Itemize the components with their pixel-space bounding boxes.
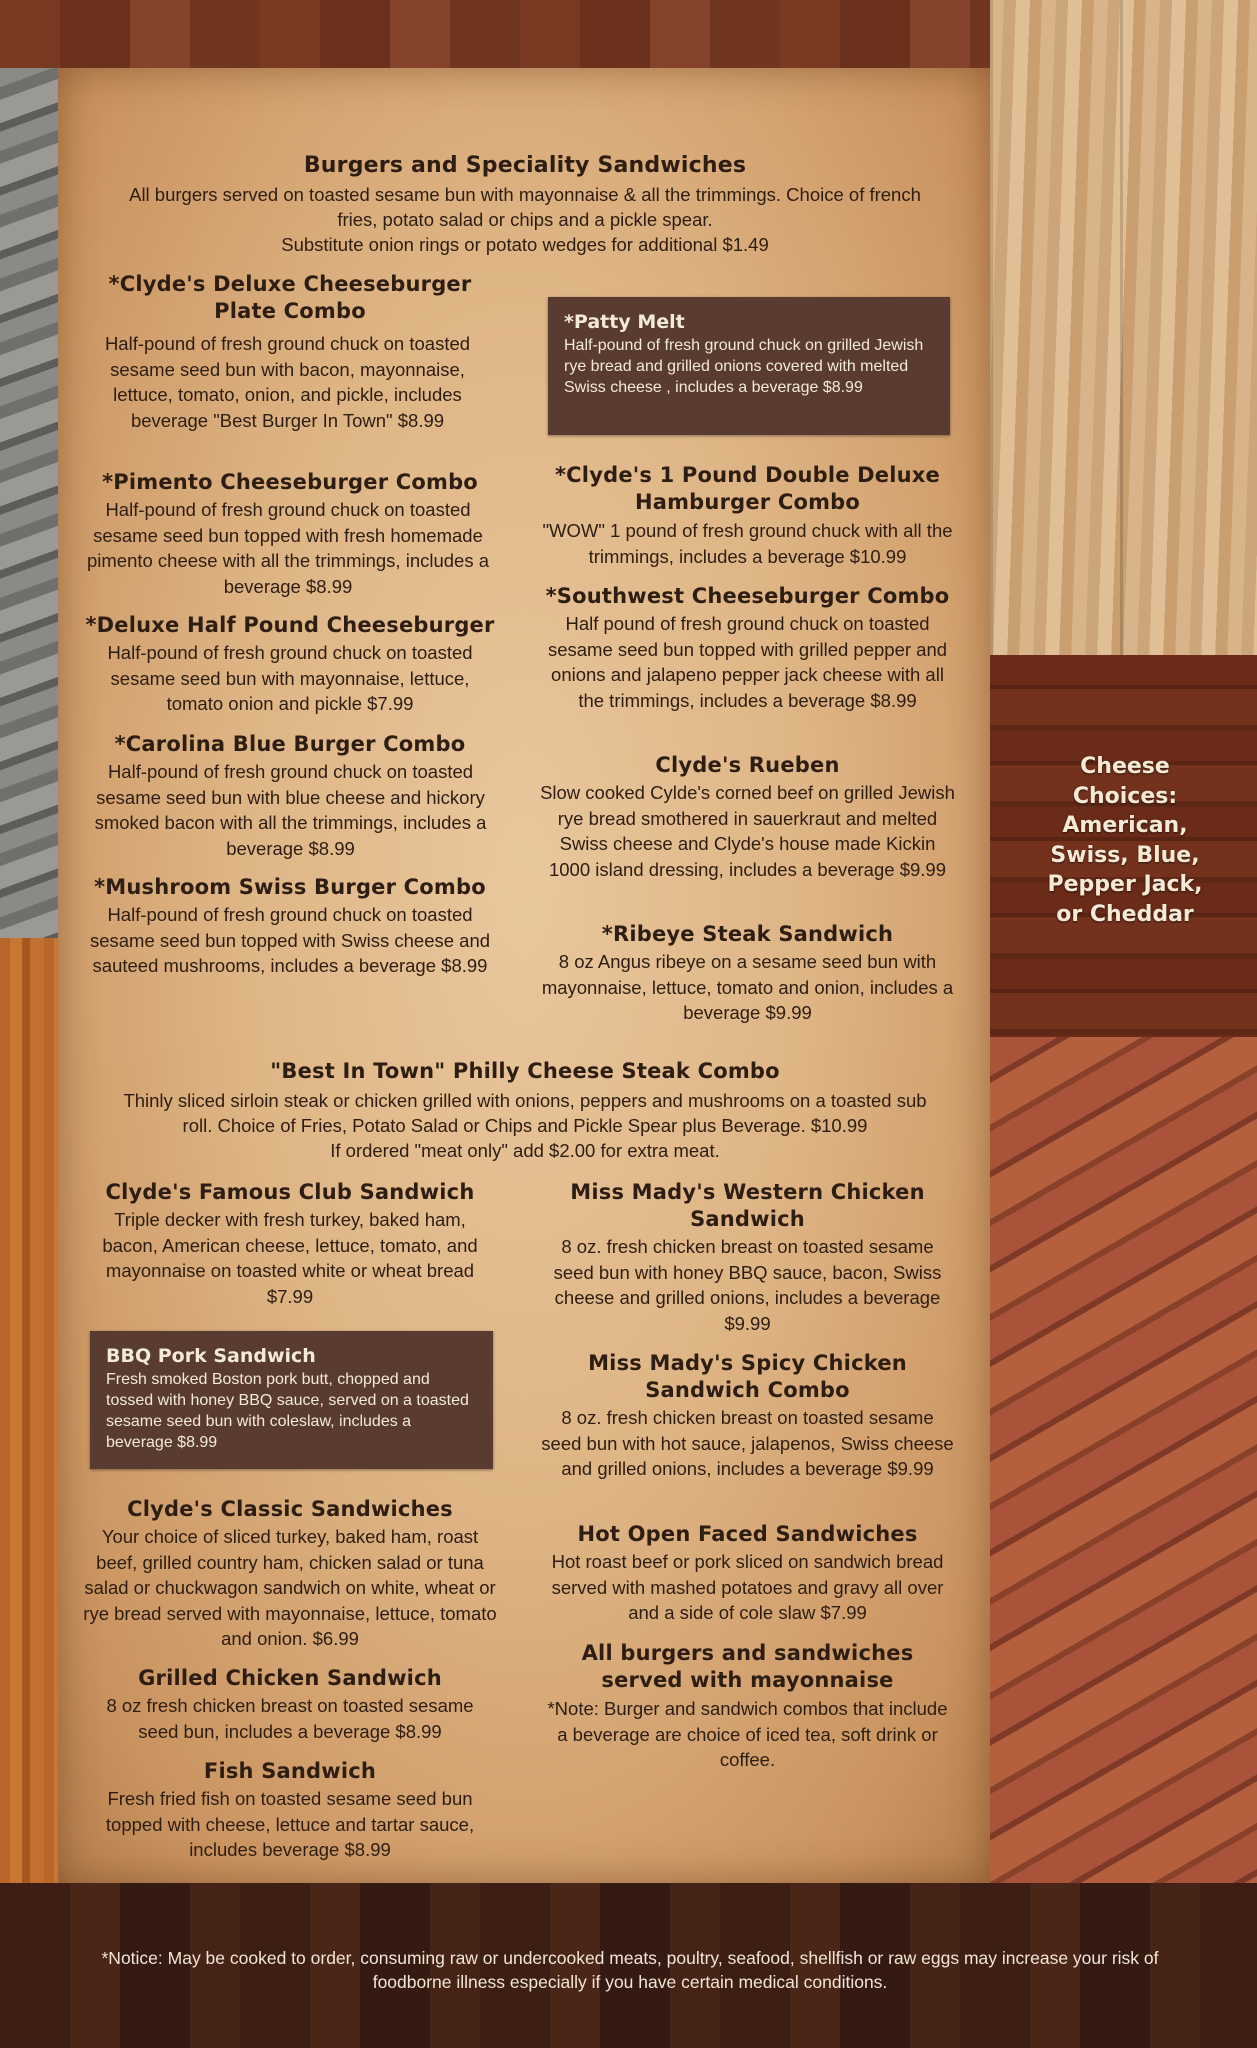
patty-melt-box xyxy=(548,297,950,435)
menu-item-name: *Clyde's 1 Pound Double Deluxe Hamburger Combo xyxy=(555,463,940,514)
menu-item-desc: Hot roast beef or pork sliced on sandwich bread served with mashed potatoes and gravy all over and a side of cole slaw $7.99 xyxy=(551,1551,944,1623)
menu-item-name: Miss Mady's Western Chicken Sandwich xyxy=(570,1180,925,1231)
wood-panel-right-diagonal xyxy=(990,1037,1257,1883)
menu-item-desc: Thinly sliced sirloin steak or chicken grilled with onions, peppers and mushrooms on a toasted sub xyxy=(123,1090,927,1111)
wood-panel-right-light xyxy=(990,0,1257,655)
menu-item-desc: 8 oz Angus ribeye on a sesame seed bun with mayonnaise, lettuce, tomato and onion, includes a beverage $9.99 xyxy=(541,951,954,1023)
menu-item-name: *Clyde's Deluxe Cheeseburger Plate Combo xyxy=(108,272,472,323)
health-notice xyxy=(60,1946,1200,1994)
menu-item-name: Grilled Chicken Sandwich xyxy=(138,1666,442,1690)
cheese-line: Pepper Jack, xyxy=(1047,872,1203,897)
menu-item-name: "Best In Town" Philly Cheese Steak Combo xyxy=(270,1059,780,1083)
bbq-pork-box xyxy=(90,1331,493,1469)
menu-item-name: *Pimento Cheeseburger Combo xyxy=(102,470,478,494)
menu-item-desc: If ordered "meat only" add $2.00 for extra meat. xyxy=(330,1140,720,1161)
menu-item-desc: Half-pound of fresh ground chuck on toasted sesame seed bun with mayonnaise, lettuce, tomato onion and pickle $7.99 xyxy=(107,642,473,714)
menu-item-desc: 8 oz. fresh chicken breast on toasted sesame seed bun with hot sauce, jalapenos, Swiss cheese and grilled onions, includes a beverage $9.99 xyxy=(541,1407,954,1479)
menu-item-desc: Half-pound of fresh ground chuck on toasted sesame seed bun with bacon, mayonnaise, lettuce, tomato, onion, and pickle, includes beverage "Best Burger In Town" $8.99 xyxy=(104,333,471,431)
notice-line: *Notice: May be cooked to order, consuming raw or undercooked meats, poultry, seafood, shellfish or raw eggs may increase your risk of xyxy=(101,1948,1159,1968)
section-intro-line: All burgers served on toasted sesame bun with mayonnaise & all the trimmings. Choice of french xyxy=(129,184,921,205)
menu-item-name: Clyde's Rueben xyxy=(655,753,840,777)
wood-panel-top xyxy=(0,0,990,68)
cheese-choices xyxy=(1005,752,1245,929)
menu-item-name: Clyde's Classic Sandwiches xyxy=(127,1497,453,1521)
menu-item-desc: Your choice of sliced turkey, baked ham, roast beef, grilled country ham, chicken salad or tuna salad or chuckwagon sandwich on white, wheat or rye bread served with mayonnaise, lettuce, tomato and onion. $6.99 xyxy=(83,1526,497,1649)
cheese-line: Cheese xyxy=(1080,754,1170,779)
cheese-line: or Cheddar xyxy=(1056,901,1194,927)
menu-item-desc: "WOW" 1 pound of fresh ground chuck with all the trimmings, includes a beverage $10.99 xyxy=(542,520,953,567)
menu-item-name: BBQ Pork Sandwich xyxy=(106,1345,316,1367)
menu-item-desc: *Note: Burger and sandwich combos that include a beverage are choice of iced tea, soft drink or coffee. xyxy=(547,1698,948,1770)
menu-item-name: All burgers and sandwiches served with mayonnaise xyxy=(581,1641,914,1692)
menu-item-name: *Southwest Cheeseburger Combo xyxy=(545,584,950,608)
menu-item-desc: 8 oz. fresh chicken breast on toasted sesame seed bun with honey BBQ sauce, bacon, Swiss cheese and grilled onions, includes a beverage $9.99 xyxy=(553,1236,942,1334)
menu-item-desc: Half pound of fresh ground chuck on toasted sesame seed bun topped with grilled pepper and onions and jalapeno pepper jack cheese with all the trimmings, includes a beverage $8.99 xyxy=(547,613,948,711)
menu-item-name: Fish Sandwich xyxy=(203,1759,377,1783)
menu-item-name: Clyde's Famous Club Sandwich xyxy=(105,1180,475,1204)
section-intro-line: fries, potato salad or chips and a pickle spear. xyxy=(337,209,713,230)
menu-item-name: *Carolina Blue Burger Combo xyxy=(114,732,466,756)
menu-item-name: Hot Open Faced Sandwiches xyxy=(577,1522,918,1546)
menu-item-desc: Fresh fried fish on toasted sesame seed bun topped with cheese, lettuce and tartar sauce, includes beverage $8.99 xyxy=(105,1788,475,1860)
menu-item-desc: 8 oz fresh chicken breast on toasted sesame seed bun, includes a beverage $8.99 xyxy=(106,1695,474,1742)
cheese-line: Choices: xyxy=(1072,783,1178,809)
cheese-line: Swiss, Blue, xyxy=(1050,842,1200,868)
menu-item-desc: Half-pound of fresh ground chuck on grilled Jewish rye bread and grilled onions covered with melted Swiss cheese , includes a beverage $8.99 xyxy=(564,337,924,396)
notice-line: foodborne illness especially if you have certain medical conditions. xyxy=(372,1972,888,1992)
menu-item-desc: Triple decker with fresh turkey, baked ham, bacon, American cheese, lettuce, tomato, and mayonnaise on toasted white or wheat bread $7.99 xyxy=(102,1209,478,1307)
wood-panel-left-orange xyxy=(0,938,58,1883)
menu-item-desc: Half-pound of fresh ground chuck on toasted sesame seed bun topped with Swiss cheese and sauteed mushrooms, includes a beverage $8.99 xyxy=(89,904,491,976)
section-title: Burgers and Speciality Sandwiches xyxy=(303,153,747,178)
menu-item-desc: Fresh smoked Boston pork butt, chopped and tossed with honey BBQ sauce, served on a toasted sesame seed bun with coleslaw, includes a beverage $8.99 xyxy=(106,1371,469,1451)
menu-item-desc: Half-pound of fresh ground chuck on toasted sesame seed bun with blue cheese and hickory smoked bacon with all the trimmings, includes a beverage $8.99 xyxy=(94,761,487,859)
menu-item-name: *Patty Melt xyxy=(564,311,685,333)
menu-item-desc: Half-pound of fresh ground chuck on toasted sesame seed bun topped with fresh homemade pimento cheese with all the trimmings, includes a beverage $8.99 xyxy=(86,499,490,597)
wood-panel-left-grey xyxy=(0,68,58,938)
menu-item-desc: Slow cooked Cylde's corned beef on grilled Jewish rye bread smothered in sauerkraut and melted Swiss cheese and Clyde's house made Kickin 1000 island dressing, includes a beverage $9.99 xyxy=(540,782,955,880)
menu-item-name: *Ribeye Steak Sandwich xyxy=(601,922,894,946)
menu-item-desc: roll. Choice of Fries, Potato Salad or Chips and Pickle Spear plus Beverage. $10.99 xyxy=(182,1115,868,1136)
menu-item-name: *Mushroom Swiss Burger Combo xyxy=(94,875,486,899)
menu-item-name: *Deluxe Half Pound Cheeseburger xyxy=(85,613,495,637)
cheese-line: American, xyxy=(1062,813,1188,838)
menu-item-name: Miss Mady's Spicy Chicken Sandwich Combo xyxy=(588,1351,907,1402)
section-intro-line: Substitute onion rings or potato wedges for additional $1.49 xyxy=(281,234,769,255)
